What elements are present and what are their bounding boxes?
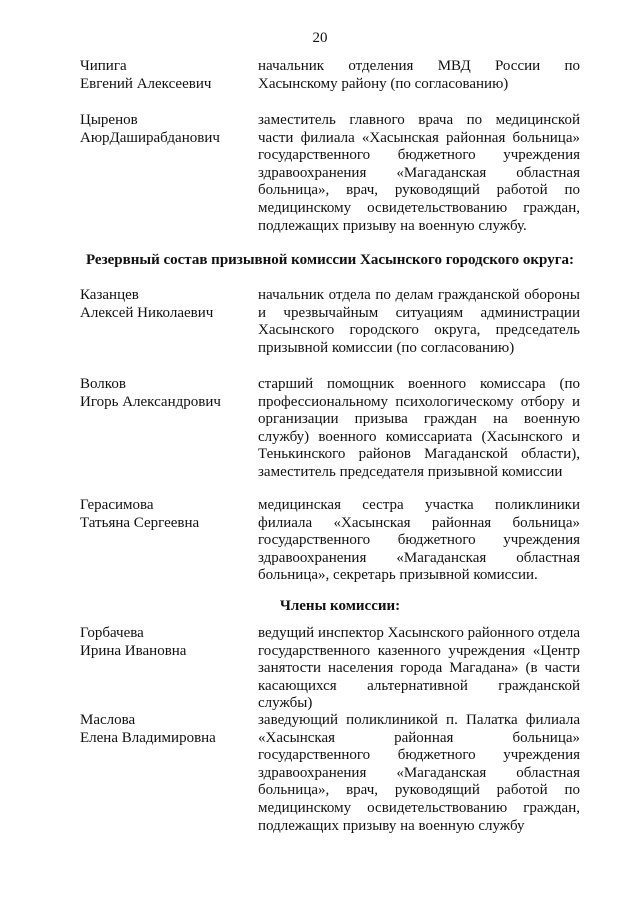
given-names: Татьяна Сергеевна [80,514,200,531]
person-role: ведущий инспектор Хасынского районного отдела государственного казенного учреждения «Центр занятости населения города Магадана» (в части касающихся альтернативной гражданской службы) [258,625,580,712]
given-names: Алексей Николаевич [80,304,214,321]
person-role: медицинская сестра участка поликлиники филиала «Хасынская районная больница» государственного бюджетного учреждения здравоохранения «Магаданская областная больница», секретарь призывной комиссии. [258,497,580,584]
given-names: Елена Владимировна [80,729,216,746]
members-section-heading: Члены комиссии: [279,598,401,614]
surname: Горбачева [80,625,144,641]
person-name [80,625,250,660]
person-role: старший помощник военного комиссара (по профессиональному психологическому отбору и организации призыва граждан на военную службу) военного комиссариата (Хасынского и Тенькинского районов Магаданской области), заместитель председателя призывной комиссии [258,376,580,480]
person-name [80,58,250,93]
given-names: АюрДаширабданович [80,129,220,146]
person-role: заместитель главного врача по медицинской части филиала «Хасынская районная больница» государственного бюджетного учреждения здравоохранения «Магаданская областная больница», врач, руководящий работой по медицинскому освидетельствованию граждан, подлежащих призыву на военную службу. [258,112,580,234]
surname: Чипига [80,58,127,74]
person-name [80,287,250,322]
person-role: начальник отдела по делам гражданской обороны и чрезвычайным ситуациям администрации Хасынского городского округа, председатель призывной комиссии (по согласованию) [258,287,580,356]
given-names: Евгений Алексеевич [80,75,212,92]
given-names: Игорь Александрович [80,393,221,410]
reserve-section-heading: Резервный состав призывной комиссии Хасынского городского округа: [85,252,575,268]
person-name [80,712,250,747]
surname: Цыренов [80,112,138,128]
given-names: Ирина Ивановна [80,642,187,659]
person-role: заведующий поликлиникой п. Палатка филиала «Хасынская районная больница» государственного бюджетного учреждения здравоохранения «Магаданская областная больница», врач, руководящий работой по медицинскому освидетельствованию граждан, подлежащих призыву на военную службу [258,712,580,834]
surname: Маслова [80,712,136,728]
surname: Герасимова [80,497,154,513]
person-name [80,112,250,147]
surname: Казанцев [80,287,139,303]
person-name [80,376,250,411]
page-number: 20 [312,30,328,46]
person-role: начальник отделения МВД России по Хасынскому району (по согласованию) [258,58,580,92]
person-name [80,497,250,532]
surname: Волков [80,376,126,392]
